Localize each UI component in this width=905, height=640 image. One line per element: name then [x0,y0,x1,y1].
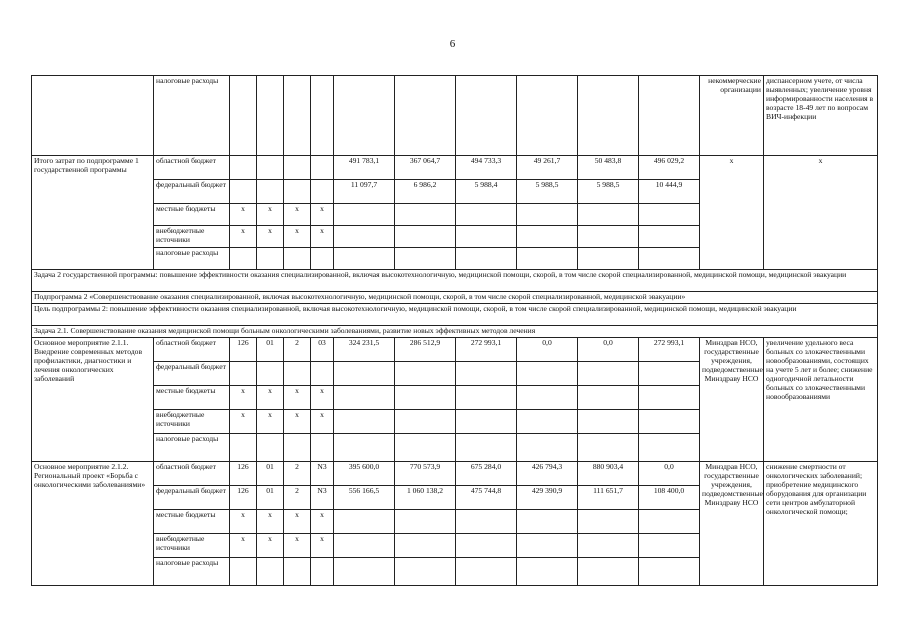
table-cell [639,558,700,586]
table-cell [639,248,700,270]
amount-cell: 395 600,0 [334,462,395,486]
table-cell [284,76,311,156]
table-cell [578,558,639,586]
table-cell [578,534,639,558]
amount-cell: 324 231,5 [334,338,395,362]
source-label: областной бюджет [154,338,230,362]
table-cell [230,434,257,462]
table-cell: x [284,534,311,558]
table-cell [456,434,517,462]
table-cell: x [230,386,257,410]
subprogram-2-heading: Подпрограмма 2 «Совершенствование оказания специализированной, включая высокотехнологичную, медицинской помощи, скорой, в том числе скорой специализированной, медицинской эвакуации» [32,292,878,304]
amount-cell: 496 029,2 [639,156,700,180]
table-cell: x [257,534,284,558]
table-cell [578,510,639,534]
table-cell [639,510,700,534]
org-x: x [700,156,764,270]
amount-cell: 675 284,0 [456,462,517,486]
amount-cell: 111 651,7 [578,486,639,510]
table-cell [284,180,311,204]
source-label: налоговые расходы [154,248,230,270]
total-row-regional [32,156,878,180]
table-cell [456,248,517,270]
table-cell [257,362,284,386]
table-cell [578,248,639,270]
source-label: федеральный бюджет [154,362,230,386]
code-cell: 2 [284,338,311,362]
table-cell [456,204,517,226]
source-label: местные бюджеты [154,386,230,410]
table-cell [311,156,334,180]
table-cell [257,156,284,180]
table-cell [334,362,395,386]
code-cell: N3 [311,462,334,486]
table-cell [456,226,517,248]
table-cell [230,248,257,270]
table-cell [334,226,395,248]
amount-cell: 108 400,0 [639,486,700,510]
measure-label: Основное мероприятие 2.1.2. Региональный проект «Борьба с онкологическими заболеваниями» [32,462,154,586]
amount-cell: 367 064,7 [395,156,456,180]
amount-cell: 286 512,9 [395,338,456,362]
table-cell: x [311,386,334,410]
measure-label: Основное мероприятие 2.1.1. Внедрение современных методов профилактики, диагностики и лечения онкологических заболеваний [32,338,154,462]
table-cell [395,226,456,248]
amount-cell: 475 744,8 [456,486,517,510]
code-cell: N3 [311,486,334,510]
table-cell [639,226,700,248]
m212-row-regional [32,462,878,486]
code-cell: 01 [257,462,284,486]
table-cell [284,248,311,270]
amount-cell: 1 060 138,2 [395,486,456,510]
table-cell [456,362,517,386]
table-cell [578,386,639,410]
table-cell: x [284,386,311,410]
table-cell [334,76,395,156]
table-cell [517,434,578,462]
table-cell: x [284,510,311,534]
result-text: диспансерном учете, от числа выявленных; увеличение уровня информированности населения в возрасте 18-49 лет по вопросам ВИЧ-инфекции [764,76,878,156]
table-cell [334,534,395,558]
source-label: областной бюджет [154,462,230,486]
table-cell [517,558,578,586]
amount-cell: 272 993,1 [639,338,700,362]
code-cell: 126 [230,462,257,486]
table-cell: x [230,534,257,558]
amount-cell: 880 903,4 [578,462,639,486]
org-label: Минздрав НСО, государственные учреждения, подведомственные Минздраву НСО [700,338,764,462]
table-cell: x [230,226,257,248]
result-text: снижение смертности от онкологических заболеваний; приобретение медицинского оборудования для организации сети центров амбулаторной онкологической помощи; [764,462,878,586]
amount-cell: 5 988,5 [578,180,639,204]
table-cell [639,410,700,434]
table-cell: x [284,226,311,248]
table-cell [334,434,395,462]
table-cell [334,204,395,226]
table-cell [456,534,517,558]
table-cell [578,434,639,462]
table-cell: x [284,204,311,226]
amount-cell: 0,0 [639,462,700,486]
table-cell [517,76,578,156]
table-cell [456,386,517,410]
table-cell [230,156,257,180]
table-cell [517,362,578,386]
source-label: внебюджетные источники [154,410,230,434]
table-cell [334,386,395,410]
amount-cell: 0,0 [517,338,578,362]
table-cell [230,180,257,204]
table-cell [284,558,311,586]
amount-cell: 49 261,7 [517,156,578,180]
table-cell [311,434,334,462]
table-cell [456,410,517,434]
amount-cell: 556 166,5 [334,486,395,510]
table-cell [395,534,456,558]
table-cell [257,248,284,270]
code-cell: 2 [284,486,311,510]
table-cell: x [257,510,284,534]
result-text: увеличение удельного веса больных со злокачественными новообразованиями, состоящих на учете 5 лет и более; снижение одногодичной летальности больных со злокачественными новообразованиями [764,338,878,462]
table-cell: x [311,534,334,558]
table-cell [517,248,578,270]
amount-cell: 494 733,3 [456,156,517,180]
table-cell [395,204,456,226]
table-cell [230,558,257,586]
result-x: x [764,156,878,270]
table-cell [395,558,456,586]
code-cell: 126 [230,486,257,510]
source-label: внебюджетные источники [154,226,230,248]
table-cell [334,510,395,534]
table-cell [284,434,311,462]
code-cell: 01 [257,486,284,510]
code-cell: 2 [284,462,311,486]
table-cell [639,386,700,410]
table-cell: x [311,510,334,534]
amount-cell: 5 988,5 [517,180,578,204]
org-label: некоммерческие организации [700,76,764,156]
table-cell [517,386,578,410]
table-cell: x [257,386,284,410]
table-cell [456,558,517,586]
amount-cell: 6 986,2 [395,180,456,204]
table-cell: x [230,204,257,226]
m211-row-regional [32,338,878,362]
table-cell: x [257,410,284,434]
table-cell [395,434,456,462]
amount-cell: 0,0 [578,338,639,362]
table-cell: x [257,204,284,226]
table-cell: x [284,410,311,434]
table-cell [257,434,284,462]
table-cell [257,558,284,586]
continuation-row [32,76,878,156]
table-cell [517,510,578,534]
table-cell [395,386,456,410]
table-cell: x [230,410,257,434]
table-cell: x [230,510,257,534]
org-label: Минздрав НСО, государственные учреждения, подведомственные Минздраву НСО [700,462,764,586]
table-cell [578,204,639,226]
table-cell [257,180,284,204]
table-cell [257,76,284,156]
table-cell [334,558,395,586]
table-cell [230,76,257,156]
code-cell: 126 [230,338,257,362]
source-label: местные бюджеты [154,204,230,226]
task-2-1-heading: Задача 2.1. Совершенствование оказания медицинской помощи больным онкологическими заболеваниями, развитие новых эффективных методов лечения [32,326,878,338]
table-cell [456,510,517,534]
table-cell [517,226,578,248]
total-label: Итого затрат по подпрограмме 1 государственной программы [32,156,154,270]
table-cell [284,362,311,386]
table-cell [639,534,700,558]
table-cell [395,248,456,270]
empty-cell [32,76,154,156]
source-label: местные бюджеты [154,510,230,534]
table-cell [578,362,639,386]
table-cell [456,76,517,156]
source-label: налоговые расходы [154,558,230,586]
source-label: федеральный бюджет [154,486,230,510]
page-number: 6 [449,38,456,50]
table-cell [639,362,700,386]
amount-cell: 770 573,9 [395,462,456,486]
table-cell [311,558,334,586]
table-cell: x [311,410,334,434]
table-cell [395,76,456,156]
source-label: внебюджетные источники [154,534,230,558]
code-cell: 01 [257,338,284,362]
amount-cell: 426 794,3 [517,462,578,486]
amount-cell: 5 988,4 [456,180,517,204]
table-cell [639,204,700,226]
table-cell [311,180,334,204]
table-cell [284,156,311,180]
table-cell [395,510,456,534]
amount-cell: 10 444,9 [639,180,700,204]
amount-cell: 11 097,7 [334,180,395,204]
table-cell [334,410,395,434]
source-label: областной бюджет [154,156,230,180]
table-cell [230,362,257,386]
table-cell: x [257,226,284,248]
source-label: налоговые расходы [154,434,230,462]
table-cell [395,410,456,434]
table-cell [578,76,639,156]
table-cell [395,362,456,386]
table-cell [517,410,578,434]
amount-cell: 429 390,9 [517,486,578,510]
program-table [31,75,878,586]
table-cell [517,534,578,558]
table-cell [311,362,334,386]
amount-cell: 50 483,8 [578,156,639,180]
table-cell [639,76,700,156]
table-cell [311,76,334,156]
table-cell [334,248,395,270]
table-cell [578,410,639,434]
table-cell: x [311,226,334,248]
source-label: федеральный бюджет [154,180,230,204]
code-cell: 03 [311,338,334,362]
table-cell [311,248,334,270]
source-label: налоговые расходы [154,76,230,156]
amount-cell: 272 993,1 [456,338,517,362]
table-cell: x [311,204,334,226]
goal-2-heading: Цель подпрограммы 2: повышение эффективности оказания специализированной, включая высокотехнологичную, медицинской помощи, скорой, в том числе скорой специализированной, медицинской помощи, медицинской эвакуации [32,304,878,326]
table-cell [639,434,700,462]
table-cell [578,226,639,248]
task-2-heading: Задача 2 государственной программы: повышение эффективности оказания специализированной, включая высокотехнологичную, медицинской помощи, скорой, в том числе скорой специализированной, медицинской помощи, медицинской эвакуации [32,270,878,292]
table-cell [517,204,578,226]
amount-cell: 491 783,1 [334,156,395,180]
